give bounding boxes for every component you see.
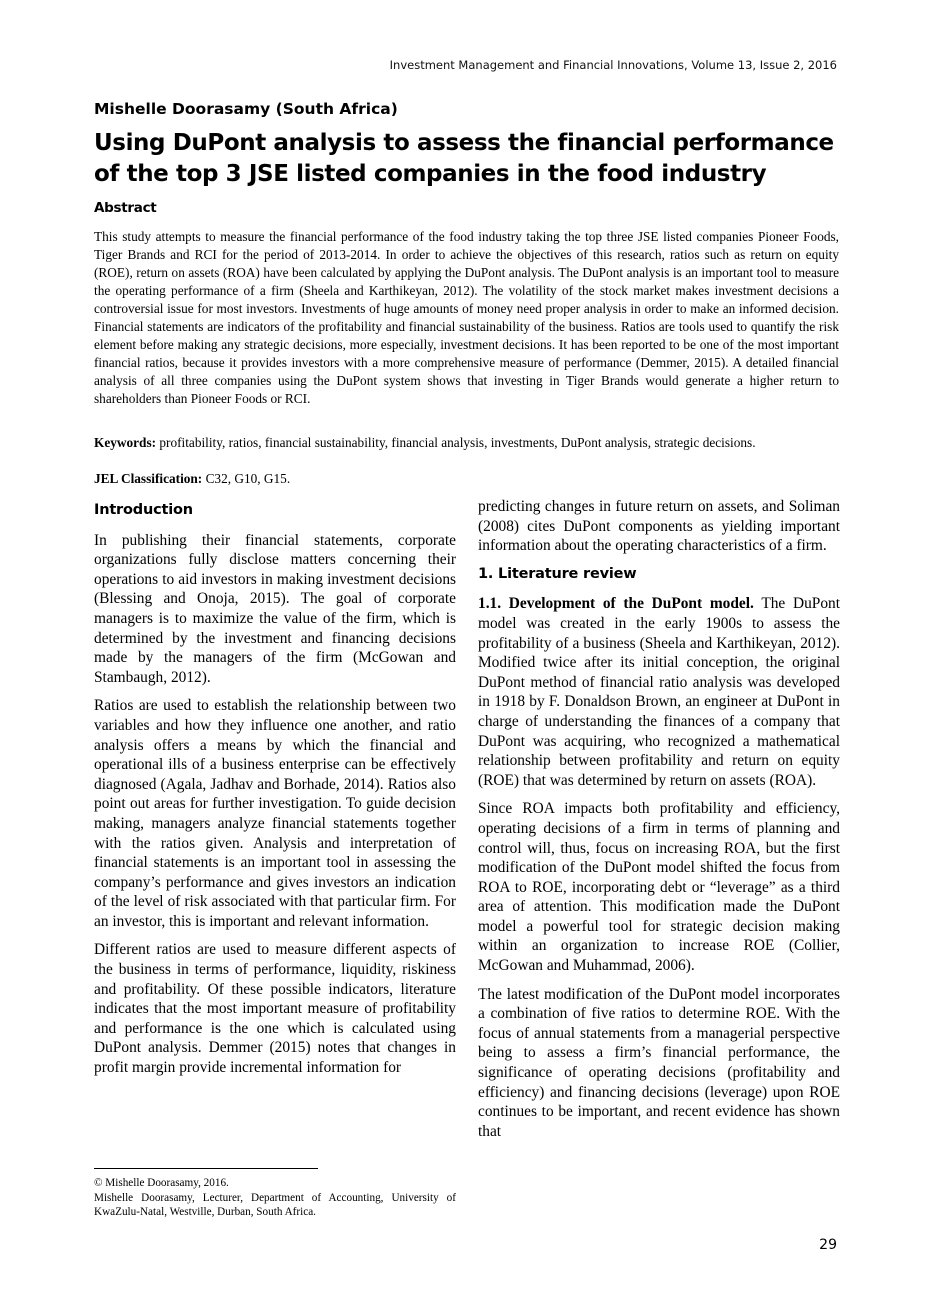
- journal-header: Investment Management and Financial Innovations, Volume 13, Issue 2, 2016: [389, 58, 837, 72]
- literature-review-heading: 1. Literature review: [478, 565, 637, 582]
- introduction-heading: Introduction: [94, 502, 193, 518]
- left-column: [94, 495, 456, 1087]
- footnote: [94, 1176, 456, 1220]
- lit-paragraph-1-text: The DuPont model was created in the early 1900s to assess the profitability of a business (Sheela and Karthikeyan, 2012). Modified twice after its initial conception, the original DuPont method of financial ratio analysis was developed in 1918 by F. Donaldson Brown, an engineer at DuPont in charge of understanding the finances of a company that DuPont was acquiring, who recognized a mathematical relationship between profitability and return on equity (ROE) that was determined by return on assets (ROA).: [478, 595, 840, 789]
- abstract-text: This study attempts to measure the financial performance of the food industry taking the top three JSE listed companies Pioneer Foods, Tiger Brands and RCI for the period of 2013-2014. In order to achieve the objectives of this research, ratios such as return on equity (ROE), return on assets (ROA) have been calculated by applying the DuPont analysis. The DuPont analysis is an important tool to measure the operating performance of a firm (Sheela and Karthikeyan, 2012). The volatility of the stock market makes investment decisions a controversial issue for most investors. Investments of huge amounts of money need proper analysis in order to make an informed decision. Financial statements are indicators of the profitability and financial sustainability of the business. Ratios are tools used to quantify the risk element before making any strategic decisions, more especially, investment decisions. It has been reported to be one of the most important financial ratios, because it provides investors with a more comprehensive measure of performance (Demmer, 2015). A detailed financial analysis of all three companies using the DuPont system shows that investing in Tiger Brands would generate a higher return to shareholders than Pioneer Foods or RCI.: [94, 229, 839, 406]
- footnote-divider: [94, 1168, 318, 1169]
- keywords-text: profitability, ratios, financial sustainability, financial analysis, investments, DuPont analysis, strategic decisions.: [159, 435, 756, 450]
- intro-paragraph-1: In publishing their financial statements, corporate organizations fully disclose matters concerning their operations to aid investors in making investment decisions (Blessing and Onoja, 2015). The goal of corporate managers is to maximize the value of the firm, which is determined by the investment and financing decisions made by the managers of the firm (McGowan and Stambaugh, 2012).: [94, 531, 456, 686]
- intro-paragraph-2: Ratios are used to establish the relationship between two variables and how they influence one another, and ratio analysis offers a means by which the financial and operational ills of a business enterprise can be effectively diagnosed (Agala, Jadhav and Borhade, 2014). Ratios also point out areas for further investigation. To guide decision making, managers analyze financial statements together with the ratios given. Analysis and interpretation of financial statements is an important tool in assessing the company’s performance and gives investors an indication of the level of risk associated with that particular firm. For an investor, this is important and relevant information.: [94, 697, 456, 930]
- abstract-heading: Abstract: [94, 200, 157, 216]
- lit-paragraph-2: Since ROA impacts both profitability and efficiency, operating decisions of a firm in terms of planning and control will, thus, focus on increasing ROA, but the first modification of the DuPont model shifted the focus from ROA to ROE, incorporating debt or “leverage” as a third area of attention. This modification made the DuPont model a powerful tool for strategic decision making within an organization to increase ROE (Collier, McGowan and Muhammad, 2006).: [478, 800, 840, 975]
- lit-paragraph-1: [478, 594, 840, 790]
- right-column: [478, 497, 840, 1150]
- jel-codes: C32, G10, G15.: [205, 471, 291, 486]
- jel-classification: [94, 470, 290, 488]
- keywords: [94, 434, 839, 452]
- author-line: Mishelle Doorasamy (South Africa): [94, 100, 398, 118]
- keywords-label: Keywords:: [94, 435, 157, 450]
- intro-paragraph-3: Different ratios are used to measure different aspects of the business in terms of performance, liquidity, riskiness and profitability. Of these possible indicators, literature indicates that the most important measure of profitability and performance is the one which is calculated using DuPont analysis. Demmer (2015) notes that changes in profit margin provide incremental information for: [94, 941, 456, 1077]
- footnote-affiliation: Mishelle Doorasamy, Lecturer, Department of Accounting, University of KwaZulu-Natal, Westville, Durban, South Africa.: [94, 1191, 456, 1218]
- page-number: 29: [819, 1237, 837, 1253]
- lit-paragraph-3: The latest modification of the DuPont model incorporates a combination of five ratios to determine ROE. With the focus of annual statements from a managerial perspective being to assess a firm’s financial performance, the significance of operating decisions (profitability and efficiency) and financing decisions (leverage) upon ROE continues to be important, and recent evidence has shown that: [478, 985, 840, 1140]
- paper-title: Using DuPont analysis to assess the financial performance of the top 3 JSE listed companies in the food industry: [94, 130, 834, 187]
- subsection-heading: 1.1. Development of the DuPont model.: [478, 595, 754, 613]
- intro-continuation: predicting changes in future return on assets, and Soliman (2008) cites DuPont components as yielding important information about the operating characteristics of a firm.: [478, 498, 840, 555]
- footnote-copyright: © Mishelle Doorasamy, 2016.: [94, 1177, 229, 1189]
- jel-label: JEL Classification:: [94, 471, 203, 486]
